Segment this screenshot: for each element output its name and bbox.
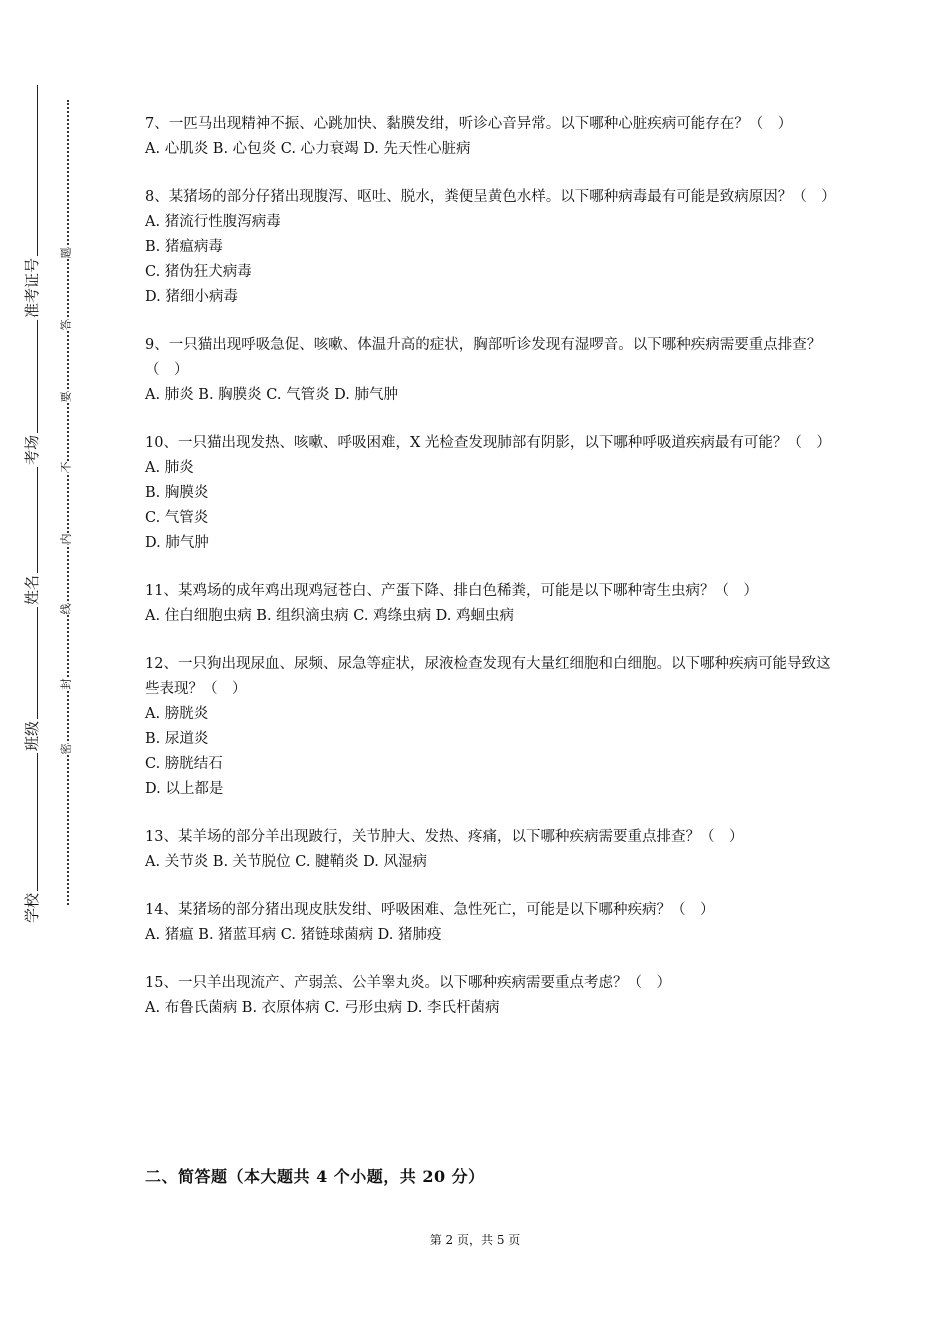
label-name: 姓名 (23, 574, 42, 606)
question-13 (145, 825, 835, 875)
question-text: 13、某羊场的部分羊出现跛行，关节肿大、发热、疼痛，以下哪种疾病需要重点排查？（ ） (145, 829, 744, 845)
question-11 (145, 579, 835, 629)
seal-char-1: 密 (59, 743, 73, 755)
question-text: 15、一只羊出现流产、产弱羔、公羊睾丸炎。以下哪种疾病需要重点考虑？（ ） (145, 975, 671, 991)
question-text: 7、一匹马出现精神不振、心跳加快、黏膜发绀，听诊心音异常。以下哪种心脏疾病可能存在？（ ） (145, 116, 793, 132)
label-exam-room: 考场 (23, 434, 42, 466)
question-8 (145, 185, 835, 310)
seal-char-2: 封 (59, 678, 73, 690)
seal-char-4: 内 (59, 533, 73, 545)
option-d: D. 猪细小病毒 (145, 289, 238, 305)
option-b: B. 尿道炎 (145, 731, 209, 747)
option-c: C. 气管炎 (145, 510, 209, 526)
question-10 (145, 431, 835, 556)
question-text: 8、某猪场的部分仔猪出现腹泻、呕吐、脱水，粪便呈黄色水样。以下哪种病毒最有可能是致病原因？（ ） (145, 189, 836, 205)
question-7 (145, 112, 835, 162)
option-b: B. 胸膜炎 (145, 485, 209, 501)
binding-solid-line (37, 85, 38, 920)
label-school: 学校 (23, 892, 42, 924)
question-9 (145, 333, 835, 408)
question-options: A. 猪瘟 B. 猪蓝耳病 C. 猪链球菌病 D. 猪肺疫 (145, 927, 442, 943)
seal-char-6: 要 (59, 391, 73, 403)
question-text: 10、一只猫出现发热、咳嗽、呼吸困难，X 光检查发现肺部有阴影，以下哪种呼吸道疾病最有可能？（ ） (145, 435, 831, 451)
question-options: A. 住白细胞虫病 B. 组织滴虫病 C. 鸡绦虫病 D. 鸡蛔虫病 (145, 608, 515, 624)
question-options: A. 布鲁氏菌病 B. 衣原体病 C. 弓形虫病 D. 李氏杆菌病 (145, 1000, 500, 1016)
page-number-footer: 第 2 页，共 5 页 (429, 1233, 521, 1247)
option-a: A. 膀胱炎 (145, 706, 209, 722)
question-text: 11、某鸡场的成年鸡出现鸡冠苍白、产蛋下降、排白色稀粪，可能是以下哪种寄生虫病？（ ） (145, 583, 758, 599)
label-admission-number: 准考证号 (23, 257, 42, 319)
label-class: 班级 (23, 720, 42, 752)
question-text: 9、一只猫出现呼吸急促、咳嗽、体温升高的症状，胸部听诊发现有湿啰音。以下哪种疾病需要重点排查？（ ） (145, 337, 822, 378)
option-d: D. 以上都是 (145, 781, 224, 797)
seal-char-8: 题 (59, 247, 73, 259)
option-b: B. 猪瘟病毒 (145, 239, 223, 255)
question-options: A. 肺炎 B. 胸膜炎 C. 气管炎 D. 肺气肿 (145, 387, 399, 403)
seal-dotted-line (67, 100, 69, 905)
question-text: 14、某猪场的部分猪出现皮肤发绀、呼吸困难、急性死亡，可能是以下哪种疾病？（ ） (145, 902, 715, 918)
binding-margin (0, 0, 110, 1344)
option-d: D. 肺气肿 (145, 535, 209, 551)
option-c: C. 猪伪狂犬病毒 (145, 264, 252, 280)
question-options: A. 心肌炎 B. 心包炎 C. 心力衰竭 D. 先天性心脏病 (145, 141, 471, 157)
seal-char-5: 不 (59, 461, 73, 473)
question-text: 12、一只狗出现尿血、尿频、尿急等症状，尿液检查发现有大量红细胞和白细胞。以下哪种疾病可能导致这些表现？（ ） (145, 656, 831, 697)
question-options: A. 关节炎 B. 关节脱位 C. 腱鞘炎 D. 风湿病 (145, 854, 428, 870)
seal-char-7: 答 (59, 319, 73, 331)
seal-char-3: 线 (59, 603, 73, 615)
question-12 (145, 652, 835, 802)
option-a: A. 肺炎 (145, 460, 194, 476)
question-list (145, 112, 835, 1044)
section-heading: 二、简答题（本大题共 4 个小题，共 20 分） (145, 1167, 485, 1186)
question-14 (145, 898, 835, 948)
option-c: C. 膀胱结石 (145, 756, 223, 772)
option-a: A. 猪流行性腹泻病毒 (145, 214, 281, 230)
question-15 (145, 971, 835, 1021)
